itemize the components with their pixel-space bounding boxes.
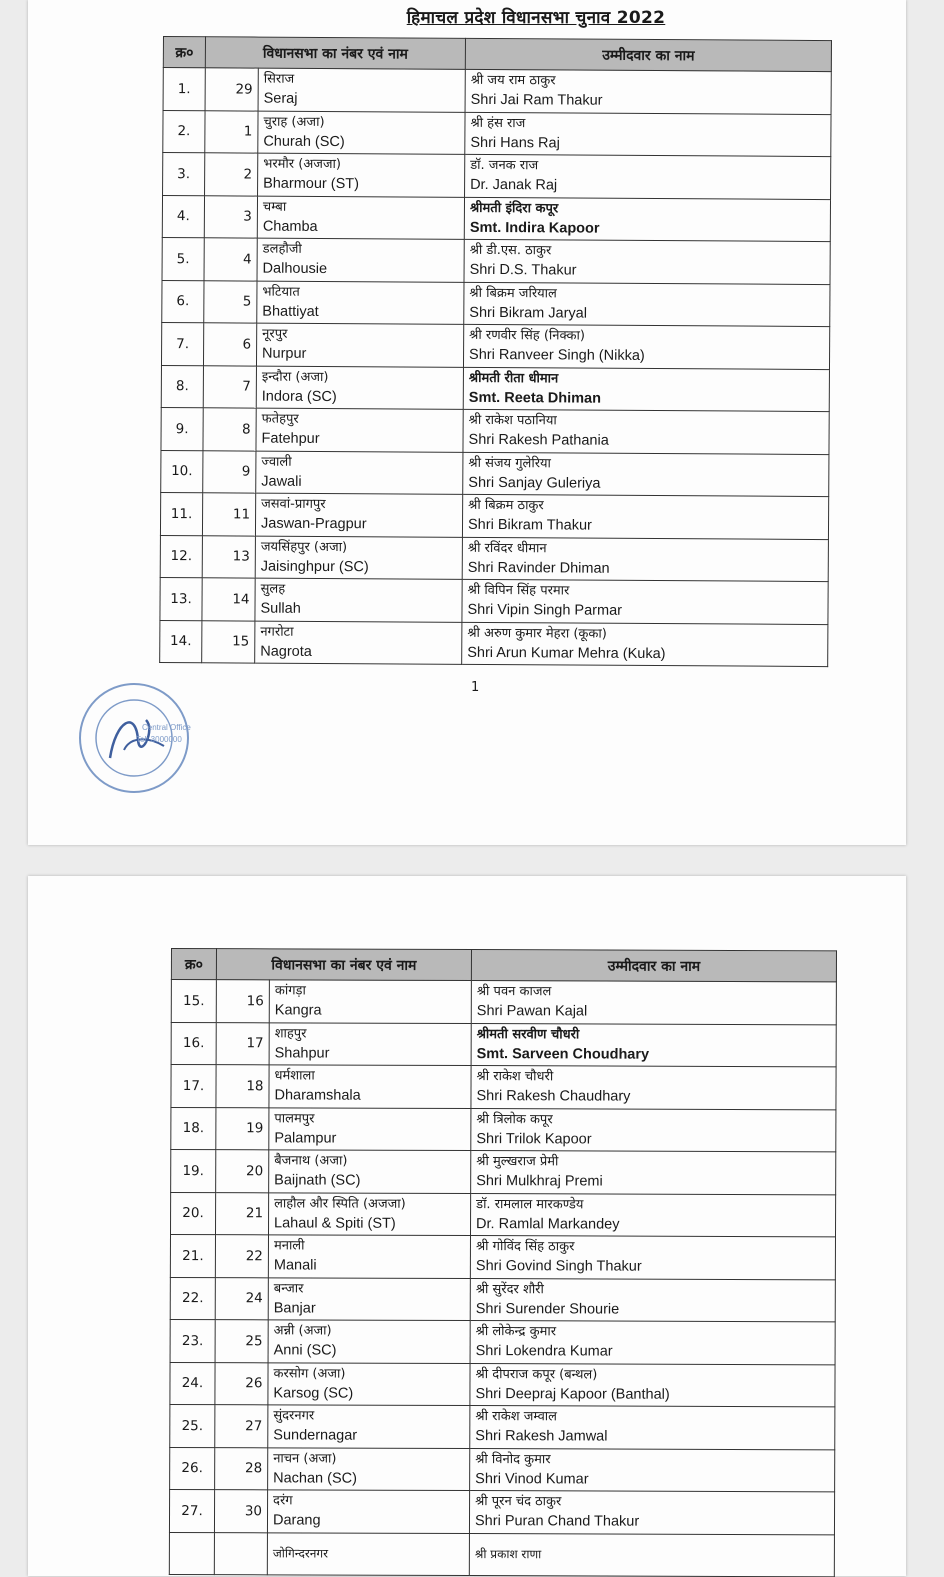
constituency-name-english: Nurpur: [262, 345, 307, 363]
candidate-name-hindi: श्री संजय गुलेरिया: [468, 455, 552, 472]
constituency-name-hindi: करसोग (अजा): [273, 1366, 346, 1382]
constituency-name-english: Churah (SC): [263, 133, 345, 150]
table-row: [161, 407, 829, 454]
constituency-number: 28: [215, 1447, 268, 1490]
candidate-name-hindi: श्रीमती रीता धीमान: [468, 370, 559, 387]
table-row: [171, 1022, 836, 1067]
table-row: [163, 68, 831, 115]
candidate-name-hindi: श्री बिक्रम ठाकुर: [468, 498, 544, 514]
constituency-name-hindi: फतेहपुर: [261, 411, 299, 428]
candidate-name-hindi: श्री राकेश जम्वाल: [475, 1409, 558, 1425]
serial-number: 3.: [163, 153, 205, 196]
candidate-name-english: Shri Pawan Kajal: [476, 1003, 588, 1020]
table-row: [161, 450, 829, 497]
constituency-name-hindi: दरंग: [273, 1493, 293, 1509]
constituency-number: 17: [216, 1022, 269, 1065]
constituency-number: 14: [202, 578, 255, 621]
page-number: 1: [471, 680, 480, 695]
constituency-name-english: Shahpur: [274, 1045, 330, 1062]
constituency-name-hindi: भटियात: [262, 284, 300, 300]
constituency-name-english: Jaisinghpur (SC): [260, 558, 369, 576]
candidate-name-english: Shri Govind Singh Thakur: [475, 1258, 642, 1275]
constituency-name-hindi: चम्बा: [262, 199, 287, 215]
constituency-name-hindi: नाचन (अजा): [273, 1451, 337, 1467]
constituency-name-english: Karsog (SC): [273, 1385, 354, 1402]
constituency-name: [258, 153, 465, 197]
candidate-name-hindi: श्री मुल्खराज प्रेमी: [476, 1154, 559, 1170]
constituency-number: 2: [205, 153, 258, 196]
header-sno: क्र०: [171, 949, 216, 980]
constituency-name-hindi: डलहौजी: [262, 241, 302, 258]
table-row: [160, 577, 828, 624]
constituency-number: 11: [202, 493, 255, 536]
header-sno: क्र०: [163, 37, 205, 68]
table-row: [171, 1107, 836, 1152]
candidate-name-hindi: डॉ. रामलाल मारकण्डेय: [476, 1196, 584, 1213]
candidate-name-english: Shri Ranveer Singh (Nikka): [469, 347, 645, 365]
serial-number: 5.: [162, 237, 204, 280]
candidate-name: [465, 154, 831, 199]
constituency-name-english: Jaswan-Pragpur: [260, 515, 367, 533]
table-row: [170, 1192, 835, 1237]
constituency-name: [255, 578, 462, 622]
constituency-name: [255, 536, 462, 580]
candidate-table-page-1: [159, 36, 832, 667]
constituency-name: [267, 1532, 469, 1575]
constituency-name: [269, 1065, 471, 1108]
candidate-name: [471, 981, 836, 1025]
constituency-name: [256, 408, 463, 452]
constituency-number: 13: [202, 535, 255, 578]
constituency-name-english: Fatehpur: [261, 430, 320, 448]
constituency-name-hindi: सुंदरनगर: [273, 1408, 315, 1424]
candidate-name: [471, 1066, 836, 1110]
candidate-name-hindi: श्री विपिन सिंह परमार: [467, 583, 570, 599]
serial-number: 4.: [162, 195, 204, 238]
serial-number: 9.: [161, 407, 203, 450]
candidate-name-english: Shri Mulkhraj Premi: [476, 1173, 603, 1190]
candidate-name: [470, 1448, 835, 1492]
candidate-name-hindi: श्री राकेश चौधरी: [476, 1069, 554, 1085]
candidate-name: [462, 579, 828, 624]
constituency-name: [255, 621, 462, 665]
constituency-name-hindi: शाहपुर: [274, 1026, 307, 1042]
candidate-name: [465, 112, 831, 157]
constituency-name-hindi: जसवां-प्रागपुर: [261, 496, 326, 513]
constituency-name-hindi: बैजनाथ (अजा): [274, 1153, 348, 1169]
candidate-name-hindi: श्री राकेश पठानिया: [468, 413, 557, 429]
serial-number: 15.: [171, 980, 216, 1023]
constituency-name-hindi: कांगड़ा: [274, 983, 306, 999]
candidate-name: [464, 197, 830, 242]
constituency-name: [256, 451, 463, 495]
party-seal-stamp: [76, 680, 192, 796]
serial-number: 24.: [170, 1362, 215, 1405]
constituency-name-english: Nagrota: [260, 643, 312, 660]
constituency-number: 15: [202, 620, 255, 663]
candidate-name-hindi: डॉ. जनक राज: [470, 158, 539, 174]
candidate-name-english: Smt. Sarveen Choudhary: [476, 1045, 650, 1063]
header-candidate: उम्मीदवार का नाम: [465, 38, 831, 71]
constituency-name-english: Baijnath (SC): [274, 1172, 361, 1189]
constituency-number: 3: [204, 195, 257, 238]
constituency-name: [258, 111, 465, 155]
document-title: हिमाचल प्रदेश विधानसभा चुनाव 2022: [406, 8, 666, 28]
serial-number: 26.: [170, 1447, 215, 1490]
constituency-name: [269, 1107, 471, 1150]
candidate-name-english: Shri Vipin Singh Parmar: [467, 602, 623, 620]
candidate-name-hindi: श्री लोकेन्द्र कुमार: [475, 1324, 557, 1340]
constituency-name: [268, 1447, 470, 1490]
candidate-name-hindi: श्री पूरन चंद ठाकुर: [475, 1494, 562, 1510]
constituency-name: [256, 366, 463, 410]
constituency-name-english: Jawali: [261, 473, 302, 490]
table-row: [160, 620, 828, 667]
document-page-1: [28, 0, 906, 845]
constituency-name-hindi: धर्मशाला: [274, 1068, 315, 1084]
candidate-name-hindi: श्री रणवीर सिंह (निक्का): [469, 328, 586, 344]
candidate-name-hindi: श्री हंस राज: [470, 115, 526, 131]
serial-number: 18.: [171, 1107, 216, 1150]
candidate-name: [470, 1321, 835, 1365]
table-row: [169, 1489, 834, 1534]
candidate-name-hindi: श्री डी.एस. ठाकुर: [469, 243, 552, 259]
table-body: [169, 980, 836, 1577]
constituency-number: 22: [215, 1235, 268, 1278]
constituency-name: [257, 281, 464, 325]
constituency-name: [269, 1022, 471, 1065]
constituency-name-english: Dalhousie: [262, 260, 328, 278]
svg-text:Central Office: Central Office: [142, 723, 191, 732]
constituency-name-hindi: नगरोटा: [260, 624, 294, 640]
table-header-row: [171, 949, 836, 982]
candidate-name-english: Shri Surender Shourie: [475, 1300, 620, 1318]
constituency-name: [268, 1362, 470, 1405]
constituency-name-english: Bhattiyat: [262, 303, 319, 320]
constituency-name: [268, 1192, 470, 1235]
candidate-name: [462, 622, 828, 667]
header-constituency: विधानसभा का नंबर एवं नाम: [205, 37, 465, 70]
candidate-name-english: Shri Rakesh Jamwal: [475, 1428, 608, 1445]
candidate-name-english: Shri Lokendra Kumar: [475, 1343, 613, 1360]
constituency-number: [214, 1532, 267, 1575]
constituency-number: 4: [204, 238, 257, 281]
constituency-name-english: Kangra: [274, 1002, 322, 1019]
constituency-name: [255, 493, 462, 537]
constituency-name: [269, 980, 471, 1023]
candidate-name-hindi: श्री पवन काजल: [476, 984, 552, 1000]
candidate-name: [470, 1406, 835, 1450]
serial-number: 20.: [170, 1192, 215, 1235]
constituency-name-hindi: मनाली: [273, 1238, 305, 1254]
candidate-name-english: Dr. Ramlal Markandey: [476, 1215, 620, 1233]
table-row: [161, 365, 829, 412]
candidate-name-english: Shri Arun Kumar Mehra (Kuka): [467, 644, 666, 662]
constituency-number: 30: [214, 1490, 267, 1533]
candidate-name-english: Shri Deepraj Kapoor (Banthal): [475, 1385, 670, 1403]
constituency-name-hindi: ज्वाली: [261, 454, 292, 470]
serial-number: 10.: [161, 450, 203, 493]
constituency-name: [268, 1320, 470, 1363]
constituency-number: 21: [215, 1192, 268, 1235]
table-row: [170, 1277, 835, 1322]
candidate-name-english: Shri Trilok Kapoor: [476, 1130, 592, 1148]
constituency-name-english: Anni (SC): [273, 1342, 337, 1359]
candidate-name: [471, 1151, 836, 1195]
constituency-name-hindi: चुराह (अजा): [263, 114, 325, 130]
constituency-name: [269, 1150, 471, 1193]
candidate-name: [465, 69, 831, 114]
table-row-partial: [169, 1532, 834, 1577]
table-row: [170, 1404, 835, 1449]
constituency-name-hindi: भरमौर (अजजा): [263, 156, 342, 173]
candidate-table-page-2: [169, 948, 837, 1577]
constituency-number: 26: [215, 1362, 268, 1405]
constituency-name-hindi: इन्दौरा (अजा): [261, 369, 329, 385]
serial-number: 2.: [163, 110, 205, 153]
table-row: [163, 110, 831, 157]
candidate-name: [471, 1108, 836, 1152]
serial-number: 21.: [170, 1235, 215, 1278]
candidate-name: [470, 1278, 835, 1322]
table-row: [170, 1447, 835, 1492]
constituency-name: [268, 1405, 470, 1448]
table-row: [162, 195, 830, 242]
serial-number: 16.: [171, 1022, 216, 1065]
constituency-number: 25: [215, 1320, 268, 1363]
candidate-name: [469, 1533, 834, 1577]
serial-number: 1.: [163, 68, 205, 111]
candidate-name: [462, 494, 828, 539]
table-row: [160, 535, 828, 582]
constituency-name: [257, 196, 464, 240]
table-row: [170, 1362, 835, 1407]
header-constituency: विधानसभा का नंबर एवं नाम: [216, 949, 471, 981]
constituency-name: [256, 323, 463, 367]
candidate-name-english: Shri Hans Raj: [470, 134, 560, 152]
constituency-name-english: Lahaul & Spiti (ST): [274, 1215, 396, 1232]
constituency-name-hindi: अन्नी (अजा): [273, 1323, 332, 1339]
candidate-name-hindi: श्रीमती सरवीण चौधरी: [476, 1026, 580, 1043]
svg-text:Tel: 3000000: Tel: 3000000: [136, 735, 182, 744]
serial-number: 25.: [170, 1404, 215, 1447]
table-row: [163, 153, 831, 200]
candidate-name: [470, 1236, 835, 1280]
candidate-name-hindi: श्री विनोद कुमार: [475, 1451, 551, 1468]
constituency-name-english: Banjar: [273, 1300, 316, 1317]
constituency-name-hindi: जोगिन्दरनगर: [272, 1546, 329, 1561]
table-body: [160, 68, 832, 667]
constituency-number: 8: [203, 408, 256, 451]
document-page-2: [28, 876, 906, 1576]
serial-number: 8.: [161, 365, 203, 408]
candidate-name: [462, 537, 828, 582]
candidate-name-english: Smt. Indira Kapoor: [469, 219, 600, 237]
candidate-name-english: Dr. Janak Raj: [470, 177, 558, 194]
constituency-number: 24: [215, 1277, 268, 1320]
table-row: [170, 1235, 835, 1280]
candidate-name-english: Shri D.S. Thakur: [469, 262, 577, 279]
header-candidate: उम्मीदवार का नाम: [471, 950, 836, 982]
constituency-name-hindi: पालमपुर: [274, 1111, 315, 1127]
candidate-name: [471, 1023, 836, 1067]
candidate-name-english: Shri Puran Chand Thakur: [474, 1513, 640, 1530]
constituency-name-hindi: नूरपुर: [262, 326, 288, 343]
constituency-name-hindi: बन्जार: [273, 1281, 304, 1297]
table-row: [170, 1319, 835, 1364]
serial-number: 6.: [162, 280, 204, 323]
table-row: [162, 280, 830, 327]
constituency-name-english: Bharmour (ST): [263, 175, 360, 193]
candidate-name-hindi: श्रीमती इंदिरा कपूर: [469, 200, 559, 217]
constituency-name-english: Indora (SC): [261, 388, 337, 405]
serial-number: 19.: [171, 1150, 216, 1193]
constituency-name-hindi: लाहौल और स्पिति (अजजा): [274, 1196, 406, 1212]
candidate-name: [463, 367, 829, 412]
candidate-name-english: Shri Bikram Jaryal: [469, 304, 588, 322]
candidate-name-hindi: श्री बिक्रम जरियाल: [469, 285, 557, 302]
constituency-number: 7: [203, 365, 256, 408]
candidate-name-hindi: श्री रविंदर धीमान: [467, 540, 547, 557]
serial-number: 17.: [171, 1065, 216, 1108]
serial-number: 22.: [170, 1277, 215, 1320]
constituency-name-english: Dharamshala: [274, 1087, 361, 1104]
constituency-name-english: Seraj: [263, 90, 298, 108]
constituency-name-english: Nachan (SC): [273, 1470, 357, 1487]
candidate-name-english: Shri Vinod Kumar: [475, 1470, 589, 1488]
constituency-number: 6: [203, 323, 256, 366]
serial-number: 11.: [160, 492, 202, 535]
constituency-number: 27: [215, 1405, 268, 1448]
table-row: [171, 1065, 836, 1110]
candidate-name-english: Shri Bikram Thakur: [467, 517, 592, 534]
candidate-name-hindi: श्री प्रकाश राणा: [474, 1546, 542, 1562]
constituency-name: [268, 1235, 470, 1278]
candidate-name-hindi: श्री त्रिलोक कपूर: [476, 1111, 553, 1128]
constituency-name: [257, 238, 464, 282]
constituency-name-english: Chamba: [262, 218, 318, 235]
table-row: [161, 322, 829, 369]
candidate-name: [464, 324, 830, 369]
candidate-name: [470, 1363, 835, 1407]
constituency-number: 20: [216, 1150, 269, 1193]
serial-number: 7.: [161, 322, 203, 365]
constituency-number: 18: [216, 1065, 269, 1108]
constituency-number: 1: [205, 110, 258, 153]
constituency-name-hindi: सुलह: [260, 581, 286, 598]
constituency-name-hindi: सिराज: [263, 71, 295, 88]
constituency-name: [267, 1490, 469, 1533]
candidate-name-hindi: श्री जय राम ठाकुर: [470, 73, 556, 89]
constituency-number: 16: [216, 980, 269, 1023]
candidate-name-english: Shri Sanjay Guleriya: [468, 474, 601, 492]
constituency-name: [268, 1277, 470, 1320]
candidate-name-hindi: श्री सुरेंदर शौरी: [475, 1281, 544, 1298]
candidate-name-hindi: श्री अरुण कुमार मेहरा (कूका): [467, 625, 607, 642]
table-row: [162, 237, 830, 284]
serial-number: 14.: [160, 620, 202, 663]
serial-number: 12.: [160, 535, 202, 578]
table-header-row: [163, 37, 831, 72]
candidate-name: [463, 409, 829, 454]
candidate-name: [464, 282, 830, 327]
candidate-name-english: Smt. Reeta Dhiman: [468, 389, 602, 407]
candidate-name: [464, 239, 830, 284]
candidate-name-hindi: श्री गोविंद सिंह ठाकुर: [475, 1239, 575, 1255]
constituency-number: 19: [216, 1107, 269, 1150]
candidate-name: [471, 1193, 836, 1237]
constituency-name-english: Manali: [273, 1257, 317, 1274]
table-row: [160, 492, 828, 539]
candidate-name-english: Shri Ravinder Dhiman: [467, 559, 610, 577]
constituency-name-english: Darang: [272, 1512, 321, 1529]
constituency-name: [258, 68, 465, 112]
constituency-name-english: Sundernagar: [273, 1427, 358, 1444]
candidate-name: [463, 452, 829, 497]
table-row: [171, 980, 836, 1025]
serial-number: [169, 1532, 214, 1575]
table-row: [171, 1150, 836, 1195]
constituency-name-hindi: जयसिंहपुर (अजा): [260, 539, 348, 555]
serial-number: 27.: [169, 1489, 214, 1532]
candidate-name-hindi: श्री दीपराज कपूर (बन्थल): [475, 1366, 598, 1383]
constituency-name-english: Sullah: [260, 600, 301, 618]
constituency-number: 5: [204, 280, 257, 323]
candidate-name: [469, 1491, 834, 1535]
constituency-number: 9: [203, 450, 256, 493]
constituency-name-english: Palampur: [274, 1130, 337, 1147]
candidate-name-english: Shri Jai Ram Thakur: [470, 92, 603, 109]
candidate-name-english: Shri Rakesh Chaudhary: [476, 1088, 631, 1105]
constituency-number: 29: [205, 68, 258, 111]
serial-number: 23.: [170, 1319, 215, 1362]
serial-number: 13.: [160, 577, 202, 620]
candidate-name-english: Shri Rakesh Pathania: [468, 432, 609, 449]
